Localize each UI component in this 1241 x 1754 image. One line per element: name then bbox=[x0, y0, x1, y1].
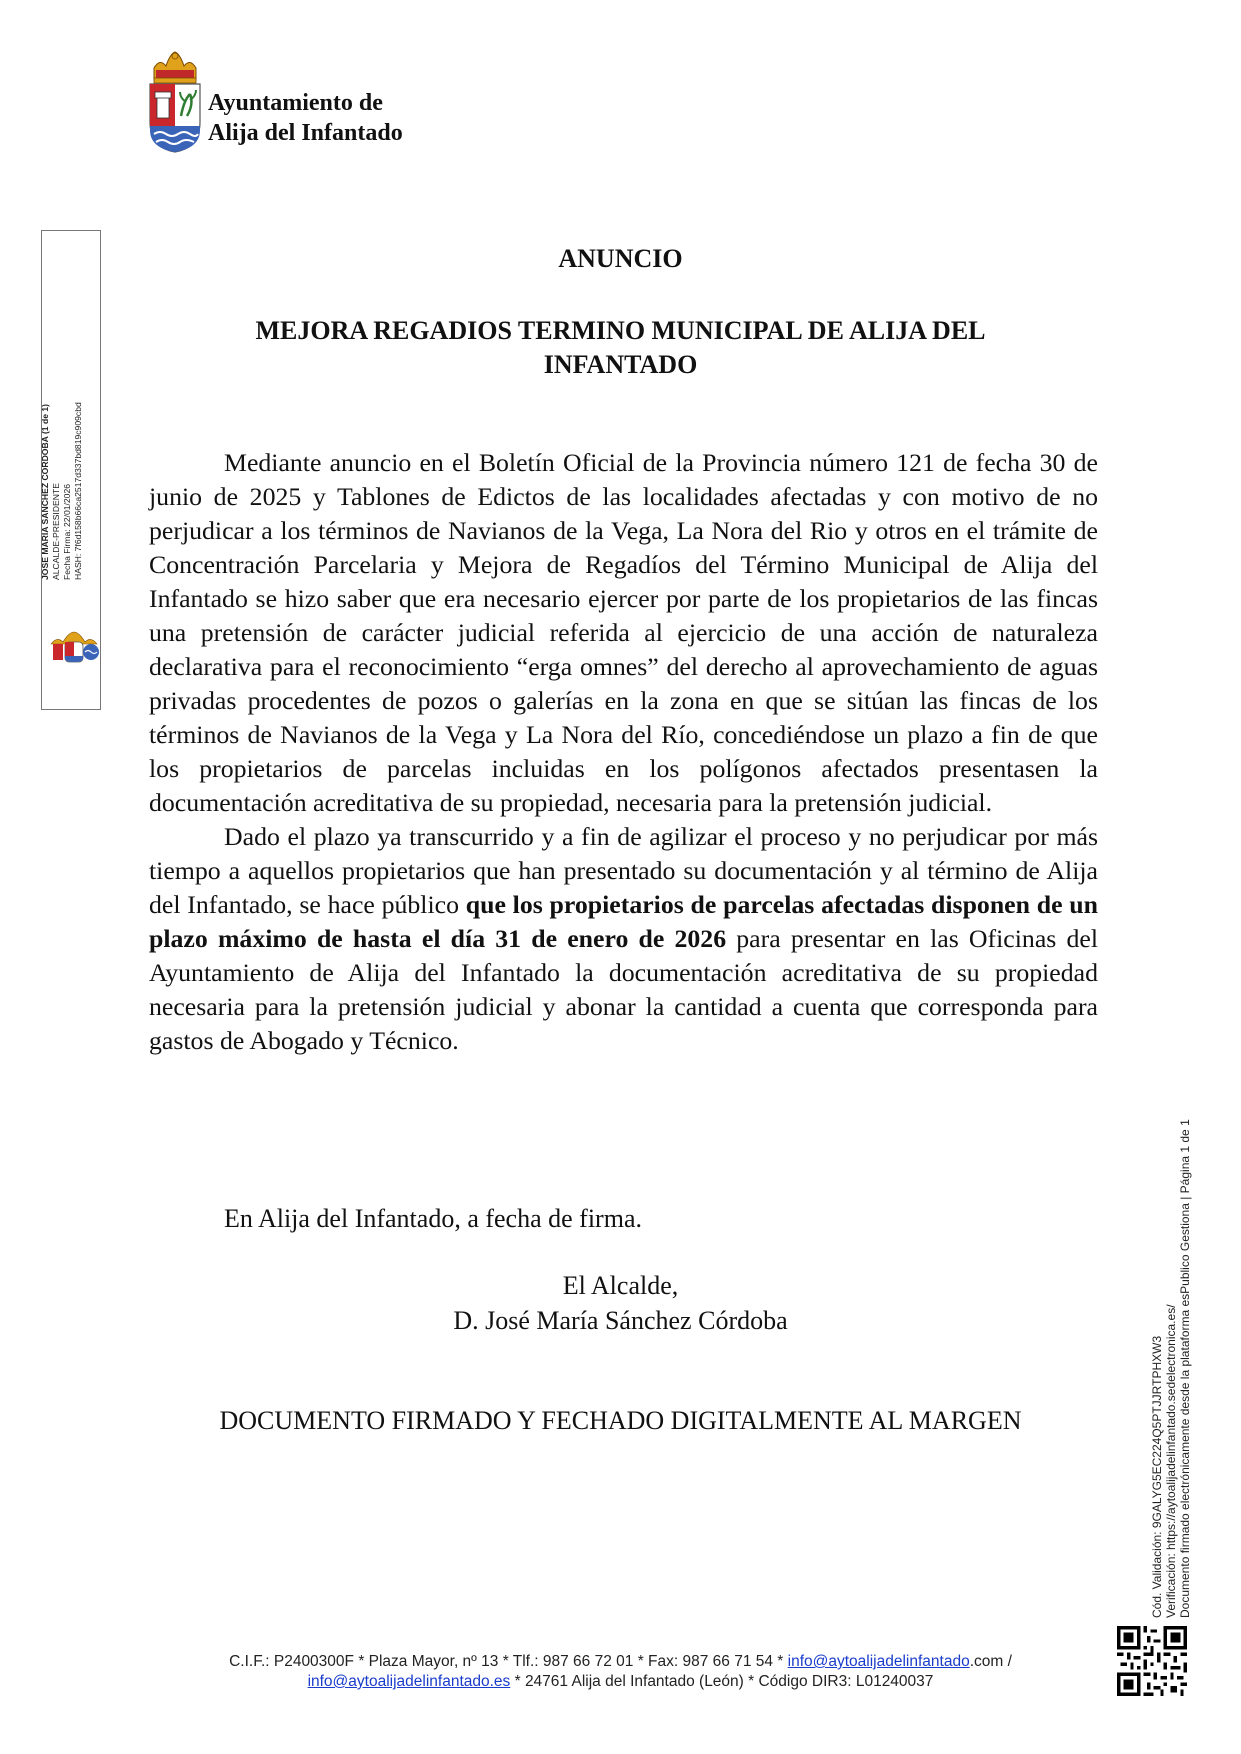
verification-url: Verificación: https://aytoalijadelinfantado.sedelectronica.es/ bbox=[1164, 1304, 1178, 1618]
paragraph-2 bbox=[149, 820, 1098, 1058]
signer-name: D. José María Sánchez Córdoba bbox=[453, 1306, 788, 1335]
email-link-com[interactable]: info@aytoalijadelinfantado bbox=[787, 1653, 970, 1670]
paragraph-2-end: para presentar en las Oficinas del Ayuntamiento de Alija del Infantado la documentación acreditativa de su propiedad necesaria para la pretensión judicial y abonar la cantidad a cuenta que corresponda para gastos de Abogado y Técnico. bbox=[149, 924, 1098, 1055]
subtitle-line-1: MEJORA REGADIOS TERMINO MUNICIPAL DE ALIJA DEL bbox=[255, 316, 986, 345]
paragraph-1: Mediante anuncio en el Boletín Oficial de la Provincia número 121 de fecha 30 de junio de 2025 y Tablones de Edictos de las localidades afectadas y con motivo de no perjudicar a los términos de Navianos de la Vega, La Nora del Rio y otros en el trámite de Concentración Parcelaria y Mejora de Regadíos del Término Municipal de Alija del Infantado se hizo saber que era necesario ejercer por parte de los propietarios de las fincas una pretensión de carácter judicial referida al ejercicio de una acción de naturaleza declarativa para el reconocimiento “erga omnes” del derecho al aprovechamiento de aguas privadas procedentes de pozos o galerías en la zona en que se sitúan las fincas de los términos de Navianos de la Vega y La Nora del Río, concediéndose un plazo a fin de que los propietarios de parcelas incluidas en los polígonos afectados presentasen la documentación acreditativa de su propiedad, necesaria para la pretensión judicial. bbox=[149, 448, 1098, 817]
small-coat-of-arms-icon bbox=[47, 630, 101, 664]
paragraph-2-start: Dado el plazo ya transcurrido y a fin de agilizar el proceso y no perjudicar por más tiempo a aquellos propietarios que han presentado su documentación y al término de Alija del Infantado, se hace público bbox=[149, 822, 1098, 919]
signer-name-stamp: JOSE MARIA SANCHEZ CORDOBA (1 de 1) bbox=[40, 403, 50, 580]
document-title: ANUNCIO bbox=[558, 244, 683, 273]
place-date: En Alija del Infantado, a fecha de firma. bbox=[224, 1204, 642, 1233]
verification-info bbox=[1150, 1119, 1192, 1618]
footer-domain-suffix: .com / bbox=[969, 1653, 1012, 1670]
footer bbox=[140, 1652, 1101, 1692]
qr-code-icon[interactable] bbox=[1117, 1626, 1187, 1696]
document-body bbox=[149, 446, 1098, 1058]
org-line-1: Ayuntamiento de bbox=[208, 90, 383, 116]
signer-role-stamp: ALCALDE-PRESIDENTE bbox=[51, 483, 61, 580]
email-link-es[interactable]: info@aytoalijadelinfantado.es bbox=[307, 1673, 511, 1690]
footer-contact: C.I.F.: P2400300F * Plaza Mayor, nº 13 * Tlf.: 987 66 72 01 * Fax: 987 66 71 54 * bbox=[229, 1653, 788, 1670]
crown-icon bbox=[154, 52, 196, 83]
document-subtitle bbox=[180, 314, 1061, 382]
subtitle-line-2: INFANTADO bbox=[543, 350, 698, 379]
footer-address: * 24761 Alija del Infantado (León) * Código DIR3: L01240037 bbox=[510, 1673, 934, 1690]
platform-note: Documento firmado electrónicamente desde la plataforma esPublico Gestiona | Página 1 de 1 bbox=[1178, 1119, 1192, 1618]
paragraph-2-highlight: que los propietarios de parcelas afectadas disponen de un plazo máximo de hasta el día 31 de enero de 2026 bbox=[149, 890, 1098, 953]
org-line-2: Alija del Infantado bbox=[208, 120, 403, 146]
validation-code: Cód. Validación: 9GALYG5EC224Q5PTJJRTPHXW3 bbox=[1150, 1335, 1164, 1618]
footer-line-2 bbox=[140, 1672, 1101, 1692]
signature-hash: HASH: 7f6d158b66ca2517d337bd819c909cbd bbox=[73, 402, 83, 580]
signature-date: Fecha Firma: 22/01/2026 bbox=[62, 483, 72, 580]
signer-role: El Alcalde, bbox=[562, 1271, 679, 1300]
signature-details bbox=[40, 370, 84, 580]
digital-signature-note: DOCUMENTO FIRMADO Y FECHADO DIGITALMENTE AL MARGEN bbox=[219, 1406, 1022, 1435]
footer-line-1 bbox=[140, 1652, 1101, 1672]
organization-name bbox=[208, 88, 403, 148]
coat-of-arms-icon bbox=[146, 50, 204, 154]
